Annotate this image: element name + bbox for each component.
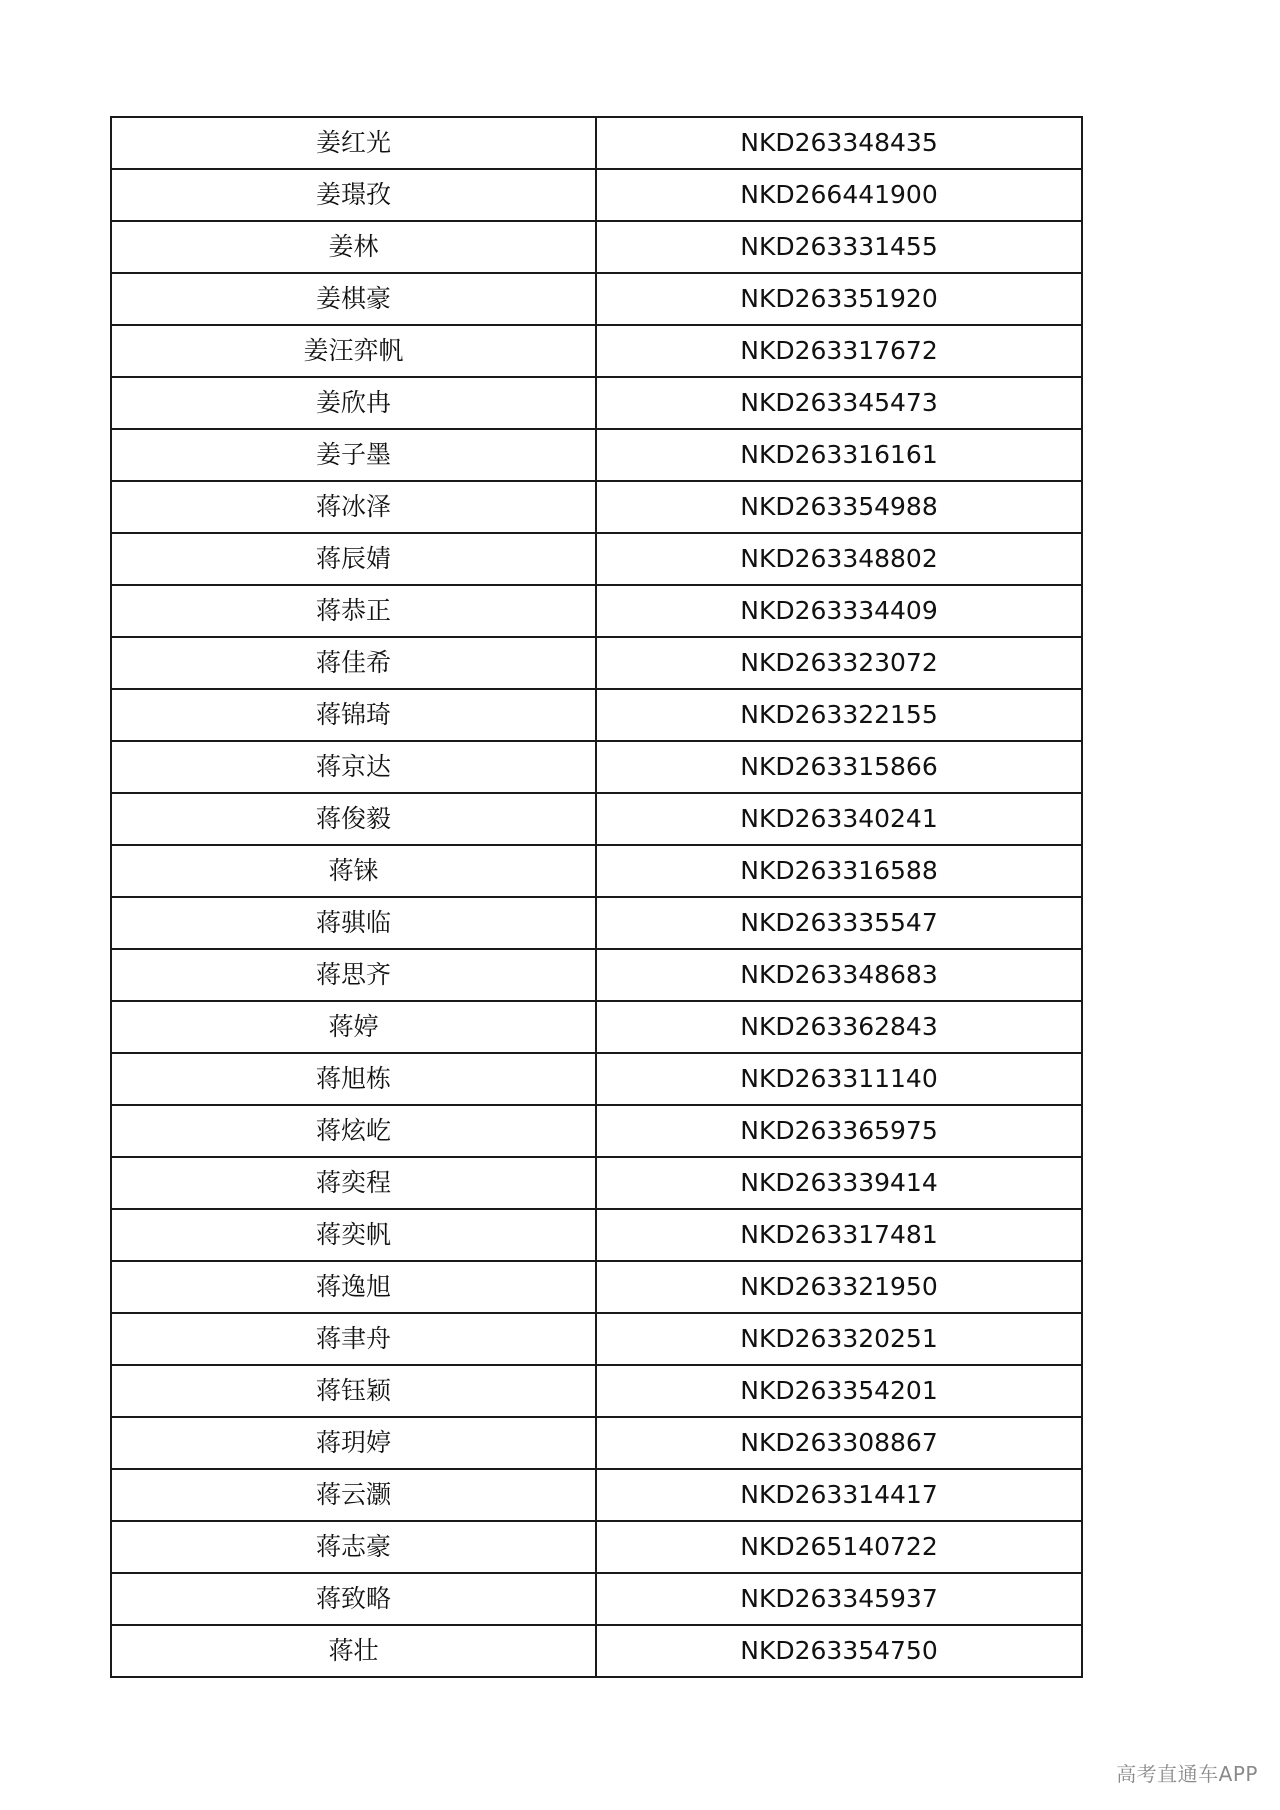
id-cell: NKD263345937 bbox=[596, 1573, 1082, 1625]
table-row bbox=[111, 1053, 1082, 1105]
table-row bbox=[111, 1573, 1082, 1625]
table-row bbox=[111, 845, 1082, 897]
id-cell: NKD263334409 bbox=[596, 585, 1082, 637]
table-row bbox=[111, 1417, 1082, 1469]
id-cell: NKD263308867 bbox=[596, 1417, 1082, 1469]
id-cell: NKD263365975 bbox=[596, 1105, 1082, 1157]
name-cell: 姜林 bbox=[111, 221, 596, 273]
id-cell: NKD263351920 bbox=[596, 273, 1082, 325]
table-row bbox=[111, 1209, 1082, 1261]
name-cell: 蒋玥婷 bbox=[111, 1417, 596, 1469]
table-row bbox=[111, 1469, 1082, 1521]
name-cell: 蒋京达 bbox=[111, 741, 596, 793]
table-row bbox=[111, 741, 1082, 793]
name-cell: 蒋旭栋 bbox=[111, 1053, 596, 1105]
name-cell: 姜子墨 bbox=[111, 429, 596, 481]
id-cell: NKD263316588 bbox=[596, 845, 1082, 897]
id-cell: NKD263354988 bbox=[596, 481, 1082, 533]
name-cell: 蒋逸旭 bbox=[111, 1261, 596, 1313]
id-cell: NKD263339414 bbox=[596, 1157, 1082, 1209]
id-cell: NKD263348683 bbox=[596, 949, 1082, 1001]
table-body bbox=[111, 117, 1082, 1677]
id-cell: NKD263314417 bbox=[596, 1469, 1082, 1521]
name-cell: 蒋冰泽 bbox=[111, 481, 596, 533]
id-cell: NKD263316161 bbox=[596, 429, 1082, 481]
name-cell: 蒋聿舟 bbox=[111, 1313, 596, 1365]
name-id-table bbox=[110, 116, 1083, 1678]
id-cell: NKD263354750 bbox=[596, 1625, 1082, 1677]
name-cell: 蒋恭正 bbox=[111, 585, 596, 637]
id-cell: NKD263348802 bbox=[596, 533, 1082, 585]
id-cell: NKD263320251 bbox=[596, 1313, 1082, 1365]
id-cell: NKD265140722 bbox=[596, 1521, 1082, 1573]
id-cell: NKD263362843 bbox=[596, 1001, 1082, 1053]
table-row bbox=[111, 169, 1082, 221]
table-row bbox=[111, 1105, 1082, 1157]
table-row bbox=[111, 481, 1082, 533]
name-cell: 蒋炫屹 bbox=[111, 1105, 596, 1157]
table-row bbox=[111, 793, 1082, 845]
table-row bbox=[111, 325, 1082, 377]
id-cell: NKD263317672 bbox=[596, 325, 1082, 377]
table-row bbox=[111, 1625, 1082, 1677]
table-row bbox=[111, 117, 1082, 169]
id-cell: NKD263321950 bbox=[596, 1261, 1082, 1313]
table-row bbox=[111, 533, 1082, 585]
table-row bbox=[111, 1365, 1082, 1417]
table-row bbox=[111, 1001, 1082, 1053]
table-row bbox=[111, 221, 1082, 273]
id-cell: NKD263323072 bbox=[596, 637, 1082, 689]
name-cell: 蒋致略 bbox=[111, 1573, 596, 1625]
name-cell: 蒋思齐 bbox=[111, 949, 596, 1001]
table-row bbox=[111, 1157, 1082, 1209]
table-row bbox=[111, 949, 1082, 1001]
id-cell: NKD263317481 bbox=[596, 1209, 1082, 1261]
name-cell: 姜璟孜 bbox=[111, 169, 596, 221]
name-cell: 蒋骐临 bbox=[111, 897, 596, 949]
watermark-text: 高考直通车APP bbox=[1116, 1762, 1258, 1786]
name-cell: 姜汪弈帆 bbox=[111, 325, 596, 377]
table-row bbox=[111, 377, 1082, 429]
table-row bbox=[111, 429, 1082, 481]
table-row bbox=[111, 1521, 1082, 1573]
table-row bbox=[111, 273, 1082, 325]
table-row bbox=[111, 689, 1082, 741]
id-cell: NKD263331455 bbox=[596, 221, 1082, 273]
name-cell: 蒋佳希 bbox=[111, 637, 596, 689]
name-cell: 蒋辰婧 bbox=[111, 533, 596, 585]
name-cell: 蒋奕帆 bbox=[111, 1209, 596, 1261]
name-cell: 蒋锦琦 bbox=[111, 689, 596, 741]
id-cell: NKD263348435 bbox=[596, 117, 1082, 169]
id-cell: NKD263354201 bbox=[596, 1365, 1082, 1417]
name-cell: 姜欣冉 bbox=[111, 377, 596, 429]
table-row bbox=[111, 1313, 1082, 1365]
name-cell: 蒋云灏 bbox=[111, 1469, 596, 1521]
id-cell: NKD263340241 bbox=[596, 793, 1082, 845]
table-row bbox=[111, 585, 1082, 637]
id-cell: NKD263345473 bbox=[596, 377, 1082, 429]
name-cell: 姜棋豪 bbox=[111, 273, 596, 325]
name-cell: 蒋婷 bbox=[111, 1001, 596, 1053]
id-cell: NKD263335547 bbox=[596, 897, 1082, 949]
table-row bbox=[111, 1261, 1082, 1313]
name-cell: 蒋钰颖 bbox=[111, 1365, 596, 1417]
name-cell: 蒋奕程 bbox=[111, 1157, 596, 1209]
name-cell: 蒋铼 bbox=[111, 845, 596, 897]
id-cell: NKD263311140 bbox=[596, 1053, 1082, 1105]
id-cell: NKD263322155 bbox=[596, 689, 1082, 741]
name-cell: 蒋俊毅 bbox=[111, 793, 596, 845]
name-cell: 蒋壮 bbox=[111, 1625, 596, 1677]
id-cell: NKD263315866 bbox=[596, 741, 1082, 793]
table-row bbox=[111, 897, 1082, 949]
name-cell: 蒋志豪 bbox=[111, 1521, 596, 1573]
id-cell: NKD266441900 bbox=[596, 169, 1082, 221]
name-cell: 姜红光 bbox=[111, 117, 596, 169]
table-row bbox=[111, 637, 1082, 689]
